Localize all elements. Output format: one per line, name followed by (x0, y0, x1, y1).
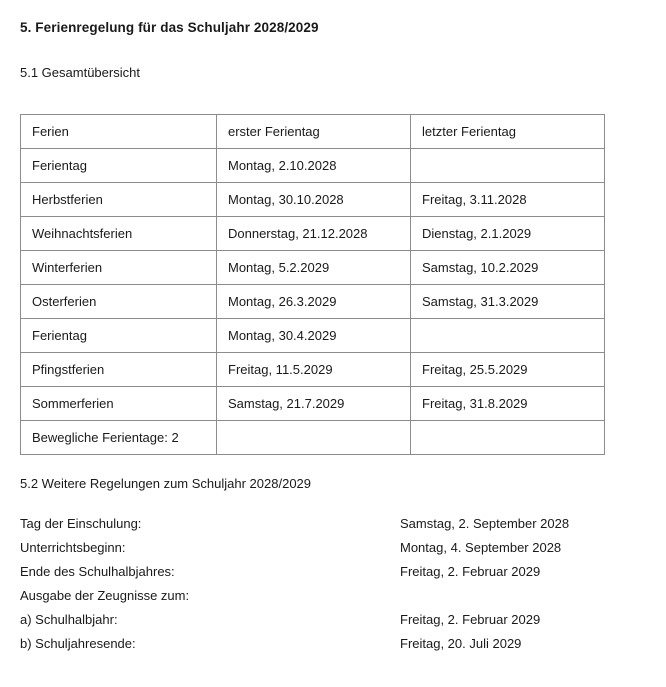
regulation-value: Freitag, 20. Juli 2029 (400, 636, 522, 651)
cell-first-day: Samstag, 21.7.2029 (217, 387, 411, 421)
column-header-holiday: Ferien (21, 115, 217, 149)
list-item (20, 512, 646, 536)
cell-first-day: Montag, 30.4.2029 (217, 319, 411, 353)
cell-last-day: Samstag, 31.3.2029 (411, 285, 605, 319)
table-row (21, 149, 605, 183)
table-row (21, 387, 605, 421)
cell-first-day: Montag, 5.2.2029 (217, 251, 411, 285)
cell-holiday-name: Ferientag (21, 319, 217, 353)
cell-first-day: Freitag, 11.5.2029 (217, 353, 411, 387)
table-header-row (21, 115, 605, 149)
cell-holiday-name: Ferientag (21, 149, 217, 183)
cell-last-day: Samstag, 10.2.2029 (411, 251, 605, 285)
table-row-movable-days (21, 421, 605, 455)
cell-first-day-empty (217, 421, 411, 455)
cell-last-day: Freitag, 25.5.2029 (411, 353, 605, 387)
cell-movable-holiday-days: Bewegliche Ferientage: 2 (21, 421, 217, 455)
table-row (21, 353, 605, 387)
list-item (20, 632, 646, 656)
cell-last-day (411, 149, 605, 183)
cell-last-day (411, 319, 605, 353)
regulation-label: Tag der Einschulung: (20, 516, 142, 531)
cell-last-day-empty (411, 421, 605, 455)
table-row (21, 217, 605, 251)
cell-first-day: Donnerstag, 21.12.2028 (217, 217, 411, 251)
list-item (20, 536, 646, 560)
regulation-label: Unterrichtsbeginn: (20, 540, 126, 555)
regulation-label: b) Schuljahresende: (20, 636, 136, 651)
section-heading-5-2: 5.2 Weitere Regelungen zum Schuljahr 2028/2029 (20, 476, 312, 491)
regulation-label: Ende des Schulhalbjahres: (20, 564, 175, 579)
page-title: 5. Ferienregelung für das Schuljahr 2028/2029 (20, 20, 319, 35)
cell-holiday-name: Herbstferien (21, 183, 217, 217)
cell-holiday-name: Winterferien (21, 251, 217, 285)
regulation-value: Montag, 4. September 2028 (400, 540, 562, 555)
table-row (21, 183, 605, 217)
regulations-list (20, 512, 646, 656)
regulation-value: Freitag, 2. Februar 2029 (400, 564, 541, 579)
cell-holiday-name: Osterferien (21, 285, 217, 319)
regulation-label: Ausgabe der Zeugnisse zum: (20, 588, 190, 603)
table-row (21, 319, 605, 353)
cell-last-day: Dienstag, 2.1.2029 (411, 217, 605, 251)
regulation-value: Samstag, 2. September 2028 (400, 516, 570, 531)
cell-last-day: Freitag, 31.8.2029 (411, 387, 605, 421)
section-heading-5-1: 5.1 Gesamtübersicht (20, 65, 140, 80)
column-header-last-day: letzter Ferientag (411, 115, 605, 149)
cell-holiday-name: Weihnachtsferien (21, 217, 217, 251)
regulation-value: Freitag, 2. Februar 2029 (400, 612, 541, 627)
cell-holiday-name: Sommerferien (21, 387, 217, 421)
cell-last-day: Freitag, 3.11.2028 (411, 183, 605, 217)
regulation-label: a) Schulhalbjahr: (20, 612, 118, 627)
list-item (20, 584, 646, 608)
cell-first-day: Montag, 2.10.2028 (217, 149, 411, 183)
list-item (20, 560, 646, 584)
holiday-overview-table (20, 114, 605, 455)
table-row (21, 251, 605, 285)
cell-holiday-name: Pfingstferien (21, 353, 217, 387)
table-row (21, 285, 605, 319)
cell-first-day: Montag, 26.3.2029 (217, 285, 411, 319)
cell-first-day: Montag, 30.10.2028 (217, 183, 411, 217)
list-item (20, 608, 646, 632)
column-header-first-day: erster Ferientag (217, 115, 411, 149)
